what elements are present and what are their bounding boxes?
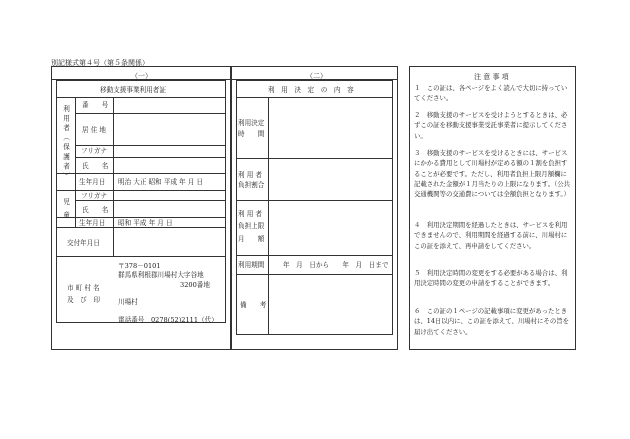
usage-period-value: 年 月 日から 年 月 日まで — [283, 261, 389, 269]
furigana-label: フリガナ — [81, 147, 108, 155]
issue-date-label: 交付年月日 — [67, 239, 100, 247]
row-line — [75, 145, 226, 146]
row-line — [236, 200, 393, 201]
burden-cap-label-1: 利 用 者 — [238, 210, 262, 218]
child-furigana-label: フリガナ — [81, 192, 108, 200]
decision-label-divider — [268, 97, 269, 335]
panel-2-title: （二） — [306, 72, 327, 80]
row-line — [236, 255, 393, 256]
remarks-label: 備 考 — [240, 301, 267, 309]
child-group-label: 児 童 — [61, 198, 70, 218]
row-line — [56, 190, 226, 191]
row-line — [75, 113, 226, 114]
birth-label: 生年月日 — [79, 178, 106, 186]
child-birth-label: 生年月日 — [79, 219, 106, 227]
note-1: １ この証は、各ページをよく読んで大切に持っていてください。 — [414, 84, 568, 103]
issuer-label-1: 市 町 村 名 — [67, 284, 100, 292]
issuer-label-2: 及 び 印 — [67, 296, 100, 304]
group-label-divider — [75, 97, 76, 227]
issuer-address-2: 3200番地 — [180, 281, 210, 289]
panel-1-title: （一） — [131, 72, 152, 80]
card-title: 移動支援事業利用者証 — [100, 86, 166, 94]
decision-heading: 利 用 決 定 の 内 容 — [268, 86, 354, 94]
usage-period-label: 利用期間 — [238, 261, 265, 269]
burden-ratio-label-1: 利 用 者 — [238, 171, 262, 179]
address-label: 居 住 地 — [82, 126, 106, 134]
issuer-name: 川場村 — [118, 298, 138, 306]
burden-ratio-label-2: 負担割合 — [238, 181, 265, 189]
child-birth-value: 昭和 平成 年 月 日 — [118, 219, 173, 227]
row-line — [236, 158, 393, 159]
notes-title: 注 意 事 項 — [474, 73, 509, 81]
row-line — [56, 217, 226, 218]
note-6: ６ この証の１ページの記載事項に変更があったときは、14日以内に、この証を添えて、川場村にその旨を届け出てください。 — [414, 307, 569, 336]
note-2: ２ 移動支援のサービスを受けようとするときは、必ずこの証を移動支援事業受託事業者に提示してください。 — [414, 111, 568, 140]
note-5: ５ 利用決定時間の変更をする必要がある場合は、利用決定時間の変更の申請をすることができます。 — [414, 269, 568, 288]
row-line — [75, 200, 226, 201]
birth-value: 明治 大正 昭和 平成 年 月 日 — [118, 178, 204, 186]
name-label: 氏 名 — [82, 162, 109, 170]
issuer-postal: 〒378－0101 — [118, 262, 161, 270]
row-line — [236, 274, 393, 275]
number-label: 番 号 — [82, 101, 109, 109]
note-3: ３ 移動支援のサービスを受けるときには、サービスにかかる費用として川場村が定める額の１割を負担することが必要です。ただし、利用者負担上限月額欄に記載された金額が１月当たりの上限になります。（公共交通機関等の交通費については全額負担となります。） — [414, 149, 571, 199]
child-name-label: 氏 名 — [82, 206, 109, 214]
decision-period-label-2: 時 間 — [238, 130, 265, 138]
burden-cap-label-3: 月 額 — [238, 235, 265, 243]
note-4: ４ 利用決定期間を経過したときは、サービスを利用できませんので、利用期間を経過する前に、川場村にこの証を添えて、再申請をしてください。 — [414, 221, 568, 250]
field-label-divider — [113, 97, 114, 256]
decision-period-label-1: 利用決定 — [238, 119, 265, 127]
issuer-address-1: 群馬県利根郡川場村大字谷地 — [118, 271, 204, 279]
burden-cap-label-2: 負担上限 — [238, 222, 265, 230]
card-title-divider — [56, 97, 226, 98]
form-label: 別記様式第４号（第５条関係） — [51, 59, 149, 67]
row-line — [236, 97, 393, 98]
issuer-phone: 電話番号 0278(52)2111（代） — [118, 316, 218, 324]
row-line — [56, 227, 226, 228]
row-line — [56, 173, 226, 174]
row-line — [56, 256, 226, 257]
row-line — [75, 157, 226, 158]
user-group-label: 利用者（保護者） — [61, 105, 70, 182]
